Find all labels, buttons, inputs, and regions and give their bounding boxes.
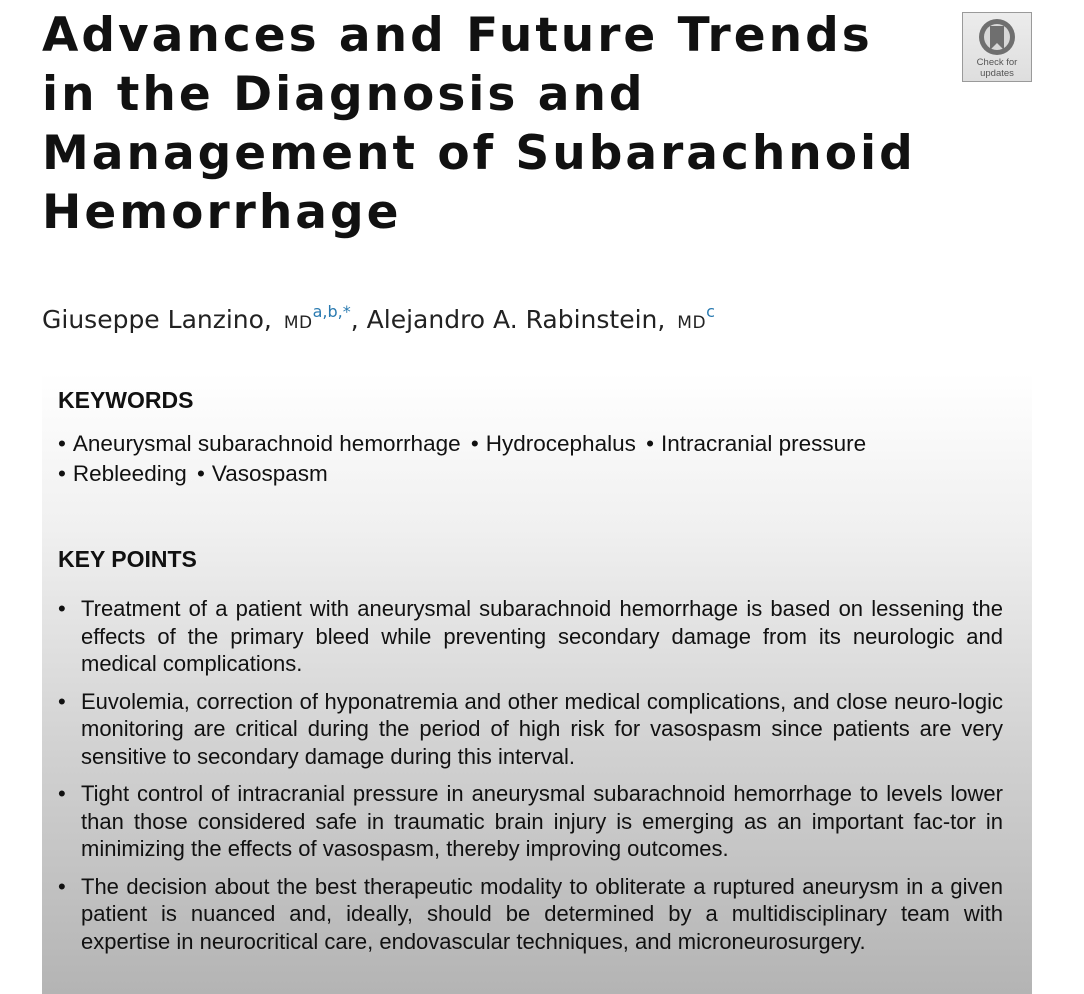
badge-label-line1: Check for	[976, 57, 1018, 68]
keywords-heading: KEYWORDS	[58, 387, 194, 413]
bullet-icon: •	[58, 431, 66, 456]
keywords-line	[58, 429, 866, 459]
bullet-icon: •	[58, 688, 66, 714]
key-point-text: Euvolemia, correction of hyponatremia and other medical complications, and close neuro-logic monitoring are critical during the period of high risk for vasospasm since patients are very sensitive to secondary damage during this interval.	[81, 688, 1003, 769]
author-affiliation-link[interactable]: a,b,*	[312, 302, 351, 321]
key-points-list	[58, 595, 1003, 965]
bullet-icon: •	[470, 431, 479, 456]
keyword: Aneurysmal subarachnoid hemorrhage	[72, 431, 461, 456]
key-point	[58, 688, 1003, 771]
author-line	[42, 296, 715, 339]
bullet-icon: •	[58, 461, 66, 486]
author-affiliation-link[interactable]: c	[706, 302, 715, 321]
check-for-updates-icon	[977, 17, 1017, 57]
title-line: Management of Subarachnoid	[42, 126, 916, 181]
author-degree: MD	[283, 313, 313, 333]
check-for-updates-badge[interactable]	[962, 12, 1032, 82]
key-point	[58, 595, 1003, 678]
author-separator: ,	[350, 305, 359, 334]
title-line: Advances and Future Trends	[42, 8, 873, 63]
author-name: Giuseppe Lanzino,	[42, 305, 272, 334]
title-line: Hemorrhage	[42, 185, 402, 240]
key-point-text: Treatment of a patient with aneurysmal subarachnoid hemorrhage is based on lessening the effects of the primary bleed while preventing secondary damage from its neurologic and medical complications.	[81, 596, 1003, 676]
key-point-text: The decision about the best therapeutic modality to obliterate a ruptured aneurysm in a given patient is nuanced and, ideally, should be determined by a multidisciplinary team with expertise in neurocritical care, endovascular techniques, and microneurosurgery.	[81, 873, 1003, 954]
bullet-icon: •	[197, 461, 205, 486]
key-point	[58, 873, 1003, 956]
badge-label-line2: updates	[980, 68, 1014, 79]
keyword: Hydrocephalus	[485, 431, 636, 456]
bullet-icon: •	[58, 873, 66, 899]
article-title	[42, 6, 942, 242]
author-degree: MD	[677, 313, 707, 333]
bullet-icon: •	[646, 431, 655, 456]
summary-box	[42, 373, 1032, 994]
key-point	[58, 780, 1003, 863]
keywords-line	[58, 459, 328, 489]
keyword: Intracranial pressure	[661, 431, 867, 456]
title-line: in the Diagnosis and	[42, 67, 646, 122]
key-points-heading: KEY POINTS	[58, 546, 197, 572]
keyword: Rebleeding	[72, 461, 187, 486]
bullet-icon: •	[58, 596, 66, 621]
key-point-text: Tight control of intracranial pressure in aneurysmal subarachnoid hemorrhage to levels lower than those considered safe in traumatic brain injury is emerging as an important fac-tor in minimizing the effects of vasospasm, thereby improving outcomes.	[81, 781, 1003, 861]
author-name: Alejandro A. Rabinstein,	[366, 305, 666, 334]
keyword: Vasospasm	[211, 461, 328, 486]
bullet-icon: •	[58, 781, 66, 806]
